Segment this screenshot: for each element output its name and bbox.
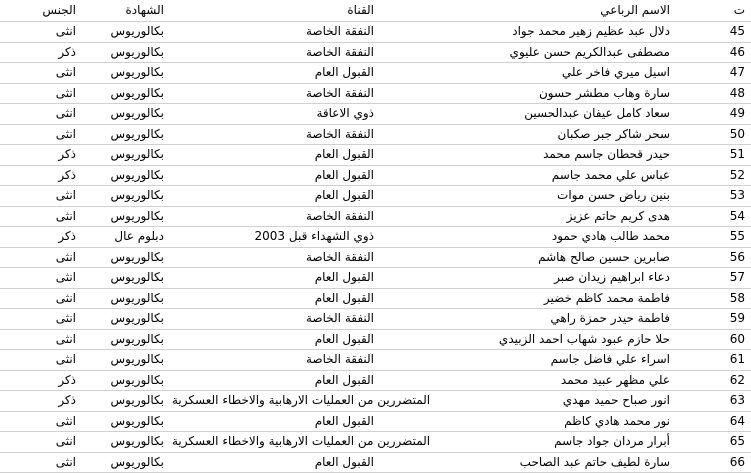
header-channel: القناة (168, 0, 378, 22)
table-row (0, 452, 751, 473)
cell-gender: ذكر (0, 370, 80, 391)
cell-degree: بكالوريوس (80, 288, 168, 309)
cell-name: أبرار مردان جواد جاسم (378, 432, 674, 453)
cell-name: نور محمد هادي كاظم (378, 411, 674, 432)
cell-gender: انثى (0, 350, 80, 371)
cell-number: 57 (674, 268, 751, 289)
table-row (0, 227, 751, 248)
cell-number: 50 (674, 124, 751, 145)
cell-channel: القبول العام (168, 452, 378, 473)
cell-name: هدى كريم حاتم عزيز (378, 206, 674, 227)
cell-name: اسيل ميري فاخر علي (378, 63, 674, 84)
cell-gender: انثى (0, 411, 80, 432)
cell-degree: بكالوريوس (80, 370, 168, 391)
cell-gender: انثى (0, 268, 80, 289)
cell-degree: بكالوريوس (80, 350, 168, 371)
table-row (0, 165, 751, 186)
cell-name: عباس علي محمد جاسم (378, 165, 674, 186)
cell-gender: ذكر (0, 145, 80, 166)
cell-name: انور صباح حميد مهدي (378, 391, 674, 412)
cell-gender: انثى (0, 22, 80, 43)
cell-gender: ذكر (0, 391, 80, 412)
cell-degree: بكالوريوس (80, 411, 168, 432)
cell-number: 51 (674, 145, 751, 166)
cell-degree: دبلوم عال (80, 227, 168, 248)
table-row (0, 247, 751, 268)
cell-gender: ذكر (0, 227, 80, 248)
cell-degree: بكالوريوس (80, 247, 168, 268)
cell-gender: انثى (0, 432, 80, 453)
cell-name: اسراء علي فاضل جاسم (378, 350, 674, 371)
table-row (0, 391, 751, 412)
cell-gender: ذكر (0, 165, 80, 186)
table-row (0, 22, 751, 43)
cell-channel: النفقة الخاصة (168, 350, 378, 371)
table-row (0, 104, 751, 125)
cell-name: حلا حازم عبود شهاب احمد الزبيدي (378, 329, 674, 350)
cell-degree: بكالوريوس (80, 432, 168, 453)
cell-channel: النفقة الخاصة (168, 206, 378, 227)
table-row (0, 288, 751, 309)
cell-channel: ذوي الشهداء قبل 2003 (168, 227, 378, 248)
cell-gender: انثى (0, 104, 80, 125)
table-row (0, 309, 751, 330)
table-row (0, 411, 751, 432)
table-row (0, 42, 751, 63)
cell-degree: بكالوريوس (80, 452, 168, 473)
table-row (0, 186, 751, 207)
cell-channel: النفقة الخاصة (168, 247, 378, 268)
table-row (0, 268, 751, 289)
cell-degree: بكالوريوس (80, 42, 168, 63)
cell-name: بنين رياض حسن موات (378, 186, 674, 207)
table-row (0, 329, 751, 350)
cell-number: 60 (674, 329, 751, 350)
cell-channel: القبول العام (168, 63, 378, 84)
header-gender: الجنس (0, 0, 80, 22)
cell-channel: القبول العام (168, 165, 378, 186)
cell-number: 54 (674, 206, 751, 227)
cell-name: صابرين حسين صالح هاشم (378, 247, 674, 268)
cell-channel: القبول العام (168, 329, 378, 350)
cell-channel: النفقة الخاصة (168, 83, 378, 104)
cell-degree: بكالوريوس (80, 329, 168, 350)
cell-name: دعاء ابراهيم زيدان صبر (378, 268, 674, 289)
cell-number: 52 (674, 165, 751, 186)
cell-number: 46 (674, 42, 751, 63)
cell-channel: القبول العام (168, 288, 378, 309)
cell-channel: القبول العام (168, 186, 378, 207)
header-degree: الشهادة (80, 0, 168, 22)
cell-name: سارة لطيف حاتم عبد الصاحب (378, 452, 674, 473)
cell-gender: انثى (0, 329, 80, 350)
cell-name: محمد طالب هادي حمود (378, 227, 674, 248)
cell-number: 62 (674, 370, 751, 391)
cell-name: سارة وهاب مطشر حسون (378, 83, 674, 104)
cell-number: 55 (674, 227, 751, 248)
cell-name: علي مظهر عبيد محمد (378, 370, 674, 391)
cell-gender: انثى (0, 186, 80, 207)
cell-degree: بكالوريوس (80, 206, 168, 227)
table-row (0, 83, 751, 104)
cell-name: مصطفى عبدالكريم حسن عليوي (378, 42, 674, 63)
cell-number: 45 (674, 22, 751, 43)
cell-number: 56 (674, 247, 751, 268)
header-name: الاسم الرباعي (378, 0, 674, 22)
table-row (0, 350, 751, 371)
cell-degree: بكالوريوس (80, 165, 168, 186)
cell-number: 65 (674, 432, 751, 453)
cell-degree: بكالوريوس (80, 186, 168, 207)
cell-degree: بكالوريوس (80, 83, 168, 104)
cell-number: 47 (674, 63, 751, 84)
cell-degree: بكالوريوس (80, 268, 168, 289)
cell-number: 49 (674, 104, 751, 125)
cell-name: سعاد كامل عيفان عبدالحسين (378, 104, 674, 125)
cell-name: سحر شاكر جبر صكبان (378, 124, 674, 145)
cell-channel: القبول العام (168, 411, 378, 432)
cell-number: 63 (674, 391, 751, 412)
cell-number: 66 (674, 452, 751, 473)
table-row (0, 124, 751, 145)
cell-degree: بكالوريوس (80, 63, 168, 84)
cell-name: فاطمة حيدر حمزة راهي (378, 309, 674, 330)
cell-number: 61 (674, 350, 751, 371)
cell-name: دلال عبد عظيم زهير محمد جواد (378, 22, 674, 43)
cell-gender: انثى (0, 124, 80, 145)
cell-channel: النفقة الخاصة (168, 42, 378, 63)
cell-gender: انثى (0, 63, 80, 84)
cell-name: فاطمة محمد كاظم خضير (378, 288, 674, 309)
cell-channel: القبول العام (168, 145, 378, 166)
table-row (0, 145, 751, 166)
cell-number: 53 (674, 186, 751, 207)
cell-gender: انثى (0, 247, 80, 268)
cell-channel: النفقة الخاصة (168, 22, 378, 43)
table-row (0, 206, 751, 227)
cell-number: 58 (674, 288, 751, 309)
table-row (0, 432, 751, 453)
cell-number: 48 (674, 83, 751, 104)
table-row (0, 370, 751, 391)
cell-degree: بكالوريوس (80, 104, 168, 125)
cell-channel: القبول العام (168, 268, 378, 289)
cell-gender: انثى (0, 206, 80, 227)
cell-name: حيدر قحطان جاسم محمد (378, 145, 674, 166)
cell-number: 64 (674, 411, 751, 432)
cell-degree: بكالوريوس (80, 309, 168, 330)
cell-number: 59 (674, 309, 751, 330)
cell-degree: بكالوريوس (80, 145, 168, 166)
cell-gender: ذكر (0, 42, 80, 63)
cell-degree: بكالوريوس (80, 391, 168, 412)
cell-channel: ذوي الاعاقة (168, 104, 378, 125)
table-row (0, 63, 751, 84)
cell-gender: انثى (0, 452, 80, 473)
cell-gender: انثى (0, 83, 80, 104)
header-number: ت (674, 0, 751, 22)
header-row (0, 0, 751, 22)
cell-channel: النفقة الخاصة (168, 309, 378, 330)
cell-gender: انثى (0, 309, 80, 330)
cell-channel: القبول العام (168, 370, 378, 391)
cell-channel: المتضررين من العمليات الارهابية والاخطاء العسكرية (168, 432, 378, 453)
cell-channel: النفقة الخاصة (168, 124, 378, 145)
cell-channel: المتضررين من العمليات الارهابية والاخطاء العسكرية (168, 391, 378, 412)
cell-degree: بكالوريوس (80, 22, 168, 43)
cell-gender: انثى (0, 288, 80, 309)
cell-degree: بكالوريوس (80, 124, 168, 145)
